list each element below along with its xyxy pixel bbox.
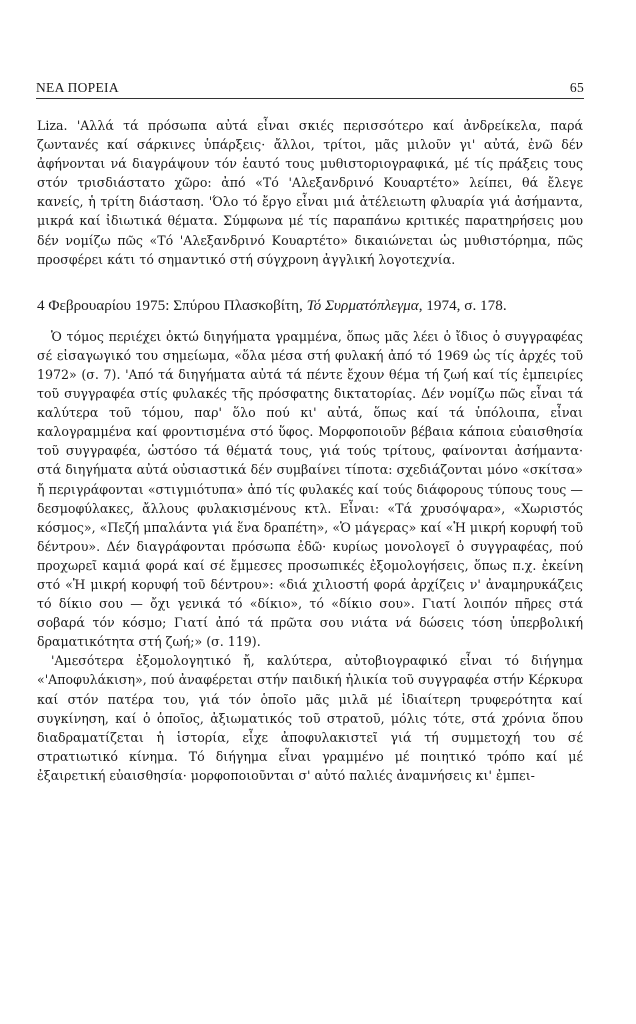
journal-title: ΝΕΑ ΠΟΡΕΙΑ [36, 80, 119, 95]
review-entry-heading [37, 295, 583, 316]
entry-date-author: 4 Φεβρουαρίου 1975: Σπύρου Πλασκοβίτη, [37, 296, 307, 314]
review-paragraph-1: Ὁ τόμος περιέχει ὀκτώ διηγήματα γραμμένα, ὅπως μᾶς λέει ὁ ἴδιος ὁ συγγραφέας σέ εἰσαγωγικό του σημείωμα, «ὅλα μέσα στή φυλακή ἀπό τό 1969 ὡς τίς ἀρχές τοῦ 1972» (σ. 7). 'Από τά διηγήματα αὐτά τά πέντε ἔχουν θέμα τή ζωή καί τίς ἐμπειρίες τοῦ συγγραφέα στίς φυλακές τῆς πρόσφατης δικτατορίας. Δέν νομίζω πῶς εἶναι τά καλύτερα τοῦ τόμου, παρ' ὅλο πού κι' αὐτά, ὅπως καί τά ὑπόλοιπα, εἶναι καλογραμμένα καί φροντισμένα στό ὕφος. Μορφοποιοῦν βέβαια κάποια εὐαισθησία τοῦ συγγραφέα, ὡστόσο τά θέματά τους, γιά τούς τρίτους, φαίνονται ἀσήμαντα· στά διηγήματα αὐτά οὐσιαστικά δέν συμβαίνει τίποτα: σχεδιάζονται μόνο «σκίτσα» ἤ περιγράφονται «στιγμιότυπα» ἀπό τίς φυλακές καί τούς διάφορους τύπους τους — δεσμοφύλακες, ἄλλους φυλακισμένους κτλ. Εἶναι: «Τά χρυσόψαρα», «Χωριστός κόσμος», «Πεζή μπαλάντα γιά ἕνα δραπέτη», «Ὁ μάγερας» καί «Ἡ μικρή κορυφή τοῦ δέντρου». Δέν διαγράφονται πρόσωπα ἐδῶ· κυρίως μονολογεῖ ὁ συγγραφέας, πού προχωρεῖ καμιά φορά καί σέ ἔμμεσες προσωπικές ἐξομολογήσεις, ὅπως π.χ. ἐκείνη στό «Ἡ μικρή κορυφή τοῦ δέντρου»: «διά χιλιοστή φορά ἀρχίζεις ν' ἀναμηρυκάζεις τό δίκιο σου — ὄχι γενικά τό «δίκιο», τό «δίκιο σου». Γιατί λοιπόν πῆρες στά σοβαρά τόν κόσμο; Γιατί ἀπό τά πρῶτα σου νιάτα νά δώσεις τόση ὑπερβολική δραματικότητα στή ζωή;» (σ. 119). [37, 328, 583, 650]
page-number: 65 [569, 80, 584, 95]
entry-book-title: Τό Συρματόπλεγμα [306, 296, 419, 314]
entry-publication-year: , 1974, [418, 296, 465, 314]
header-rule [36, 98, 584, 99]
running-head [36, 80, 584, 96]
review-paragraph-2: 'Αμεσότερα ἐξομολογητικό ἤ, καλύτερα, αὐτοβιογραφικό εἶναι τό διήγημα «'Αποφυλάκιση», πού ἀναφέρεται στήν παιδική ἡλικία τοῦ συγγραφέα στήν Κέρκυρα καί στόν πατέρα του, γιά τόν ὁποῖο μᾶς μιλᾶ μέ ἰδιαίτερη τρυφερότητα καί συγκίνηση, καί ὁ ὁποῖος, ἀξιωματικός τοῦ στρατοῦ, μόλις τότε, στά χρόνια ὅπου διαδραματίζεται ἡ ἱστορία, εἶχε ἀποφυλακιστεῖ γιά τή συμμετοχή του σέ στρατιωτικό κίνημα. Τό διήγημα εἶναι γραμμένο μέ ποιητικό τρόπο καί μέ ἐξαιρετική εὐαισθησία· μορφοποιοῦνται σ' αὐτό παλιές ἀναμνήσεις κι' ἐμπει- [37, 653, 583, 783]
text-body [37, 116, 583, 785]
entry-page-count: σ. 178. [464, 296, 507, 314]
continued-paragraph: Liza. 'Αλλά τά πρόσωπα αὐτά εἶναι σκιές περισσότερο καί ἀνδρείκελα, παρά ζωντανές καί σάρκινες ὑπάρξεις· ἄλλοι, τρίτοι, μᾶς μιλοῦν γι' αὐτά, ἐνῶ δέν ἀφήνονται νά διαγράψουν τόν ἑαυτό τους μυθιστοριογραφικά, μέ τίς πράξεις τους στόν τρισδιάστατο χῶρο: ἀπό «Τό 'Αλεξανδρινό Κουαρτέτο» λείπει, θά ἔλεγε κανείς, ἡ τρίτη διάσταση. 'Όλο τό ἔργο εἶναι μιά ἀτέλειωτη φλυαρία γιά ἀσήμαντα, μικρά καί ἰδιωτικά θέματα. Σύμφωνα μέ τίς παραπάνω κριτικές παρατηρήσεις μου δέν νομίζω πῶς «Τό 'Αλεξανδρινό Κουαρτέτο» δικαιώνεται ὡς μυθιστόρημα, πῶς προσφέρει κάτι τό σημαντικό στή σύγχρονη ἀγγλική λογοτεχνία. [37, 118, 583, 267]
